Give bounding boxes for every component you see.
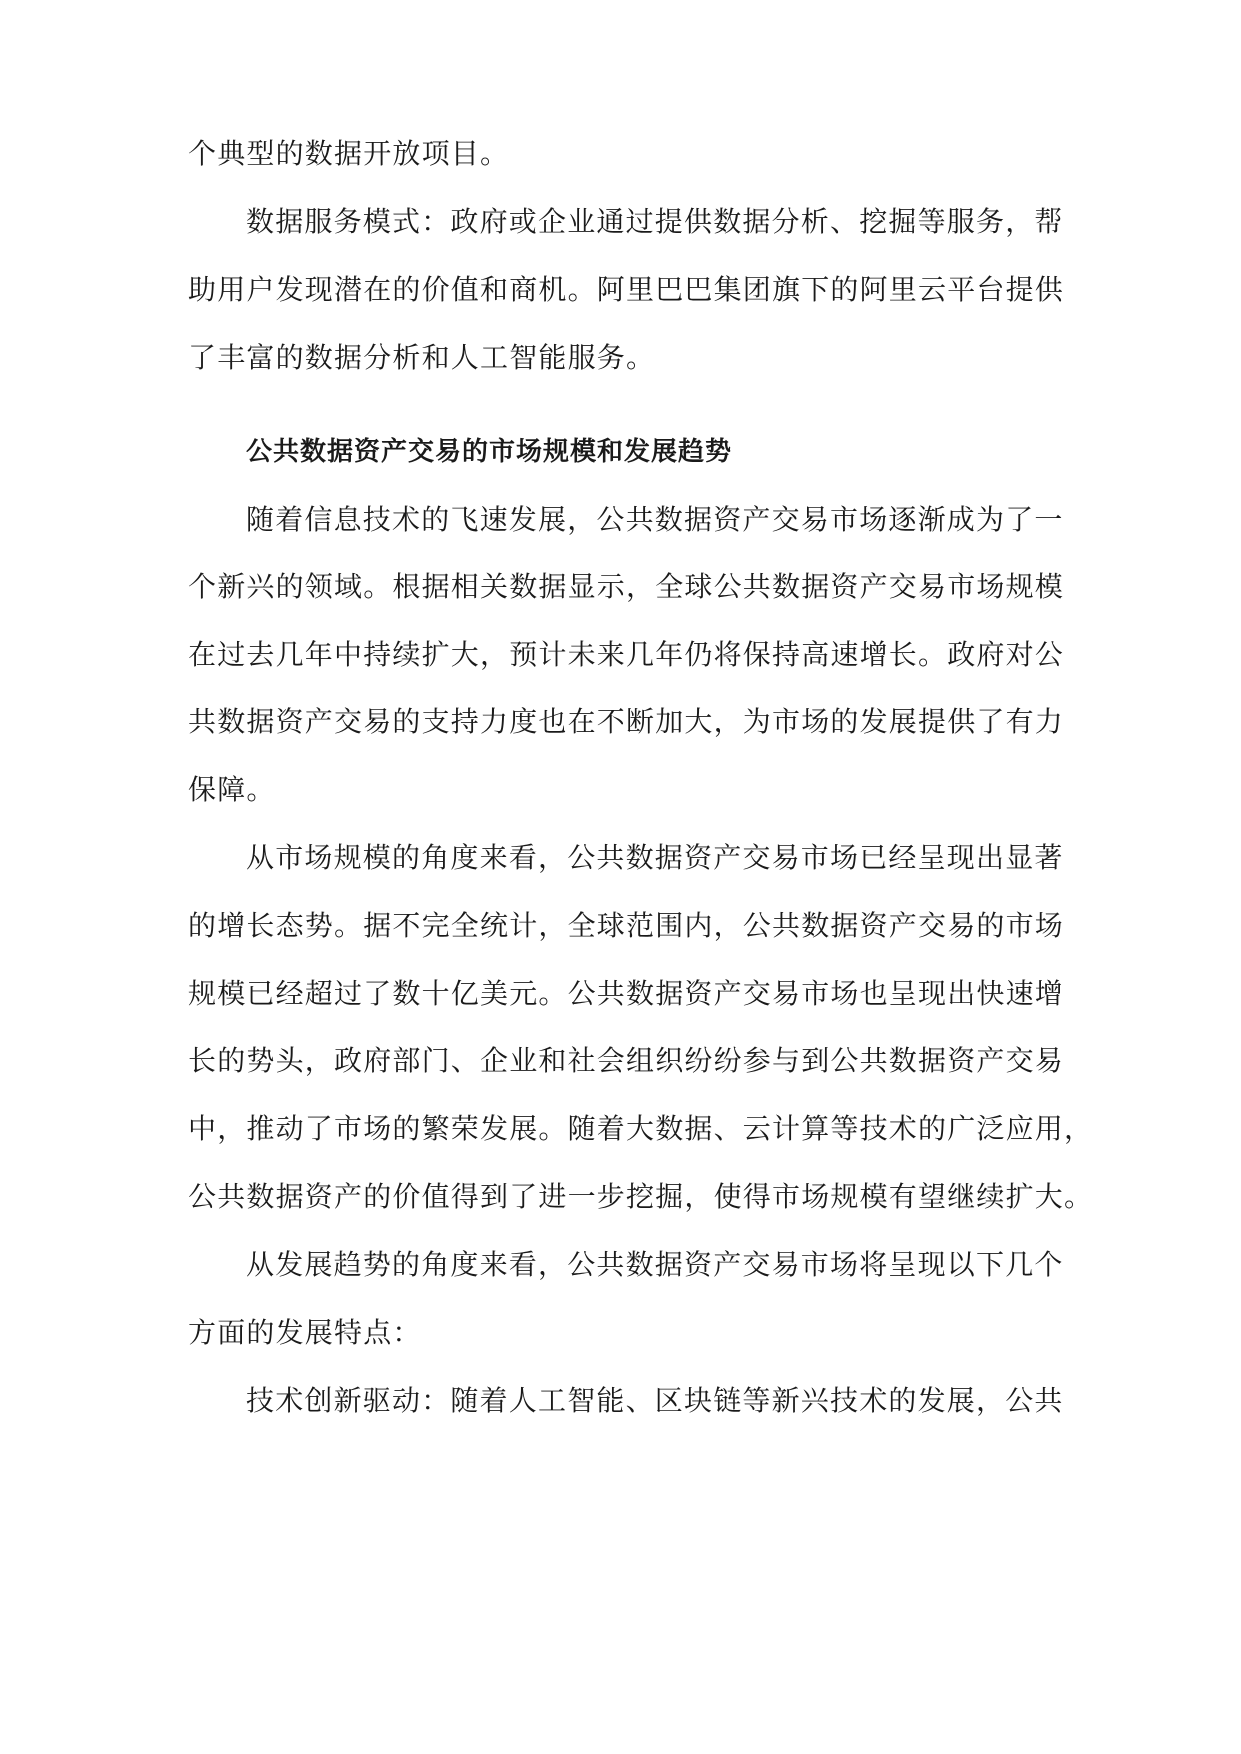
paragraph-line: 公共数据资产的价值得到了进一步挖掘，使得市场规模有望继续扩大。 [188, 1180, 1094, 1213]
paragraph-line: 随着信息技术的飞速发展，公共数据资产交易市场逐渐成为了一 [246, 503, 1064, 536]
paragraph-line: 从市场规模的角度来看，公共数据资产交易市场已经呈现出显著 [246, 841, 1064, 874]
paragraph-line: 在过去几年中持续扩大，预计未来几年仍将保持高速增长。政府对公 [188, 638, 1065, 671]
paragraph-line: 规模已经超过了数十亿美元。公共数据资产交易市场也呈现出快速增 [188, 977, 1065, 1010]
paragraph-line: 数据服务模式：政府或企业通过提供数据分析、挖掘等服务，帮 [246, 205, 1064, 238]
paragraph-line: 从发展趋势的角度来看，公共数据资产交易市场将呈现以下几个 [246, 1248, 1064, 1281]
paragraph-line: 共数据资产交易的支持力度也在不断加大，为市场的发展提供了有力 [188, 705, 1065, 738]
paragraph-line: 个新兴的领域。根据相关数据显示，全球公共数据资产交易市场规模 [188, 570, 1065, 603]
paragraph-line: 技术创新驱动：随着人工智能、区块链等新兴技术的发展，公共 [246, 1384, 1064, 1417]
paragraph-line: 中，推动了市场的繁荣发展。随着大数据、云计算等技术的广泛应用， [188, 1112, 1094, 1145]
paragraph-line: 方面的发展特点： [188, 1316, 422, 1349]
paragraph-line: 的增长态势。据不完全统计，全球范围内，公共数据资产交易的市场 [188, 909, 1065, 942]
paragraph-line: 长的势头，政府部门、企业和社会组织纷纷参与到公共数据资产交易 [188, 1044, 1065, 1077]
section-heading: 公共数据资产交易的市场规模和发展趋势 [246, 437, 733, 467]
paragraph-line: 保障。 [188, 773, 276, 806]
paragraph-line: 助用户发现潜在的价值和商机。阿里巴巴集团旗下的阿里云平台提供 [188, 273, 1065, 306]
paragraph-line: 了丰富的数据分析和人工智能服务。 [188, 341, 656, 374]
paragraph-line: 个典型的数据开放项目。 [188, 137, 510, 170]
